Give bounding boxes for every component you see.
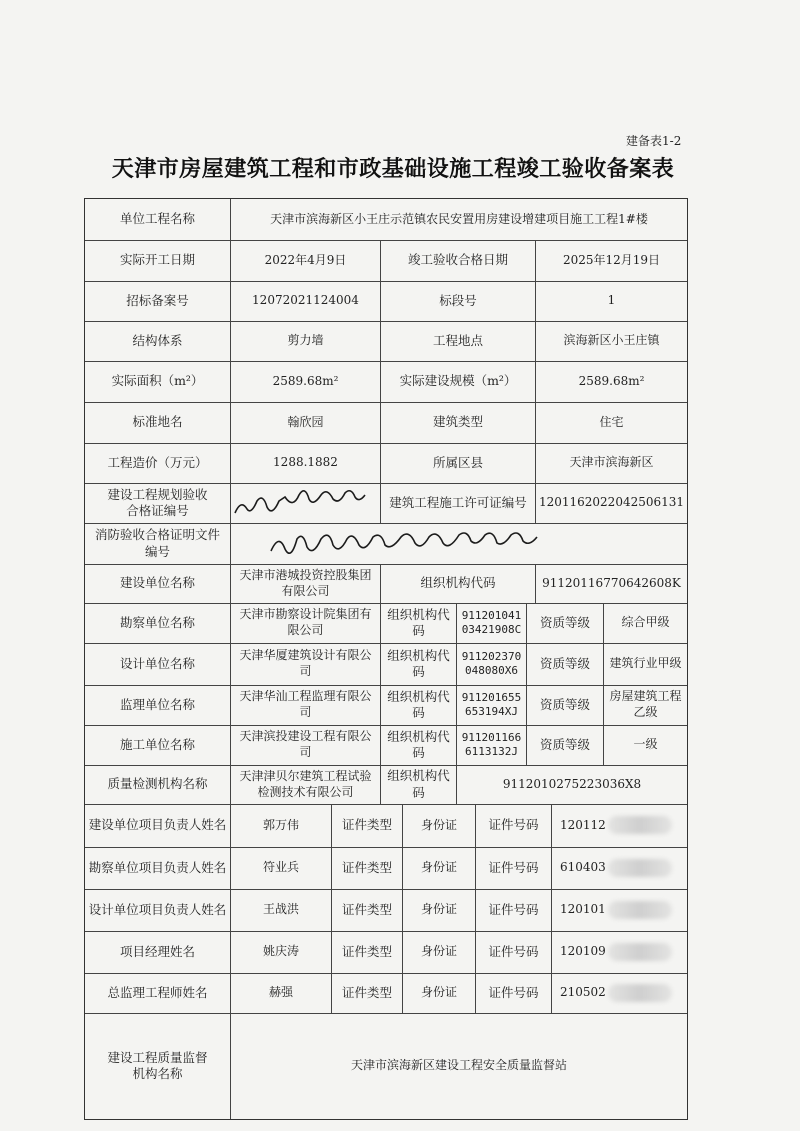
manager-person-label: 项目经理姓名	[119, 943, 195, 959]
id-no-text: 120101	[560, 902, 606, 917]
building-type-value: 住宅	[599, 414, 624, 429]
construction-permit-label: 建筑工程施工许可证编号	[389, 494, 527, 510]
handwriting-scribble	[231, 483, 380, 523]
tender-no-value: 12072021124004	[252, 293, 359, 308]
owner-org-code: 91120116770642608K	[542, 575, 681, 590]
form-code: 建备表1-2	[626, 134, 682, 148]
building-type-label: 建筑类型	[432, 414, 483, 430]
survey-unit-name: 天津市勘察设计院集团有限公司	[239, 607, 372, 637]
manager-id-no-label: 证件号码	[488, 943, 539, 959]
supervision-org-code-label: 组织机构代码	[387, 688, 450, 720]
place-name-label: 标准地名	[132, 414, 183, 430]
design-org-code: 911202370048080X6	[461, 649, 522, 677]
design-id-no-label: 证件号码	[488, 901, 539, 917]
owner-unit-label: 建设单位名称	[119, 575, 195, 591]
structure-label: 结构体系	[132, 332, 183, 348]
testing-unit-label: 质量检测机构名称	[107, 776, 208, 792]
cost-value: 1288.1882	[273, 455, 338, 470]
supervision-station-label: 建设工程质量监督 机构名称	[107, 1049, 208, 1081]
acceptance-date-label: 竣工验收合格日期	[407, 252, 508, 268]
owner-id-type: 身份证	[420, 817, 457, 832]
construction-grade: 一级	[633, 737, 658, 752]
handwriting-scribble	[231, 523, 687, 564]
construction-org-code: 9112011666113132J	[461, 730, 522, 758]
owner-unit-name: 天津市港城投资控股集团有限公司	[239, 567, 372, 598]
supervision-unit-label: 监理单位名称	[119, 696, 195, 712]
fire-cert-handwriting	[231, 523, 687, 564]
design-grade: 建筑行业甲级	[609, 656, 682, 671]
record-table	[84, 198, 688, 1120]
owner-id-no	[552, 804, 687, 847]
chief-id-no	[552, 973, 687, 1013]
scale-label: 实际建设规模（m²）	[399, 373, 517, 389]
project-name-label: 单位工程名称	[119, 211, 195, 227]
construction-permit-value: 1201162022042506131	[538, 495, 685, 510]
owner-id-no-label: 证件号码	[488, 817, 539, 833]
owner-person-label: 建设单位项目负责人姓名	[88, 817, 227, 833]
owner-id-type-label: 证件类型	[341, 817, 392, 833]
location-value: 滨海新区小王庄镇	[563, 333, 660, 348]
design-unit-label: 设计单位名称	[119, 655, 195, 671]
section-no-label: 标段号	[439, 292, 477, 308]
survey-org-code: 91120104103421908C	[461, 608, 522, 636]
design-id-no	[552, 889, 687, 931]
owner-org-code-label: 组织机构代码	[420, 575, 496, 591]
fire-cert-label: 消防验收合格证明文件 编号	[94, 527, 220, 559]
planning-cert-handwriting	[231, 483, 380, 523]
id-no-text: 210502	[560, 985, 606, 1000]
survey-grade: 综合甲级	[621, 615, 670, 630]
supervision-grade: 房屋建筑工程 乙级	[609, 689, 682, 719]
district-label: 所属区县	[432, 454, 483, 470]
design-id-type-label: 证件类型	[341, 901, 392, 917]
document-title: 天津市房屋建筑工程和市政基础设施工程竣工验收备案表	[111, 157, 675, 182]
construction-grade-label: 资质等级	[539, 736, 590, 752]
start-date-value: 2022年4月9日	[264, 252, 347, 267]
construction-unit-name: 天津滨投建设工程有限公司	[239, 729, 372, 759]
survey-id-type-label: 证件类型	[341, 859, 392, 875]
design-person-label: 设计单位项目负责人姓名	[88, 901, 227, 917]
supervision-org-code: 911201655653194XJ	[461, 690, 522, 718]
scale-value: 2589.68m²	[578, 373, 645, 388]
owner-person-name: 郭万伟	[262, 817, 299, 832]
acceptance-date-value: 2025年12月19日	[562, 252, 661, 267]
design-person-name: 王战洪	[262, 902, 299, 917]
place-name-value: 翰欣园	[287, 414, 324, 429]
planning-cert-label: 建设工程规划验收 合格证编号	[107, 486, 208, 518]
area-label: 实际面积（m²）	[111, 373, 204, 389]
construction-org-code-label: 组织机构代码	[387, 728, 450, 760]
survey-grade-label: 资质等级	[539, 614, 590, 630]
construction-unit-label: 施工单位名称	[119, 736, 195, 752]
design-org-code-label: 组织机构代码	[387, 647, 450, 679]
id-no-text: 120109	[560, 944, 606, 959]
testing-unit-name: 天津津贝尔建筑工程试验检测技术有限公司	[239, 768, 372, 799]
chief-engineer-label: 总监理工程师姓名	[107, 984, 208, 1000]
design-grade-label: 资质等级	[539, 655, 590, 671]
manager-id-type: 身份证	[420, 944, 457, 959]
supervision-station-value: 天津市滨海新区建设工程安全质量监督站	[350, 1058, 567, 1073]
supervision-grade-label: 资质等级	[539, 696, 590, 712]
project-name-value: 天津市滨海新区小王庄示范镇农民安置用房建设增建项目施工工程1#楼	[270, 211, 648, 226]
survey-id-no-label: 证件号码	[488, 859, 539, 875]
tender-no-label: 招标备案号	[126, 292, 189, 308]
chief-id-no-label: 证件号码	[488, 984, 539, 1000]
area-value: 2589.68m²	[272, 373, 339, 388]
cost-label: 工程造价（万元）	[107, 454, 208, 470]
district-value: 天津市滨海新区	[569, 455, 654, 470]
section-no-value: 1	[607, 293, 616, 308]
survey-id-no	[552, 847, 687, 889]
survey-person-label: 勘察单位项目负责人姓名	[88, 859, 227, 875]
chief-id-type-label: 证件类型	[341, 984, 392, 1000]
survey-unit-label: 勘察单位名称	[119, 614, 195, 630]
survey-org-code-label: 组织机构代码	[387, 606, 450, 638]
survey-person-name: 符业兵	[262, 860, 299, 875]
location-label: 工程地点	[432, 332, 483, 348]
testing-org-code: 9112010275223036X8	[502, 776, 642, 791]
testing-org-code-label: 组织机构代码	[387, 768, 450, 800]
chief-engineer-name: 赫强	[268, 985, 293, 1000]
manager-id-no	[552, 931, 687, 973]
structure-value: 剪力墙	[287, 333, 324, 348]
manager-person-name: 姚庆涛	[262, 944, 299, 959]
design-unit-name: 天津华厦建筑设计有限公司	[239, 648, 372, 678]
id-no-text: 610403	[560, 860, 606, 875]
start-date-label: 实际开工日期	[119, 252, 195, 268]
design-id-type: 身份证	[420, 902, 457, 917]
survey-id-type: 身份证	[420, 860, 457, 875]
supervision-unit-name: 天津华汕工程监理有限公司	[239, 689, 372, 719]
manager-id-type-label: 证件类型	[341, 943, 392, 959]
chief-id-type: 身份证	[420, 985, 457, 1000]
id-no-text: 120112	[560, 817, 606, 832]
